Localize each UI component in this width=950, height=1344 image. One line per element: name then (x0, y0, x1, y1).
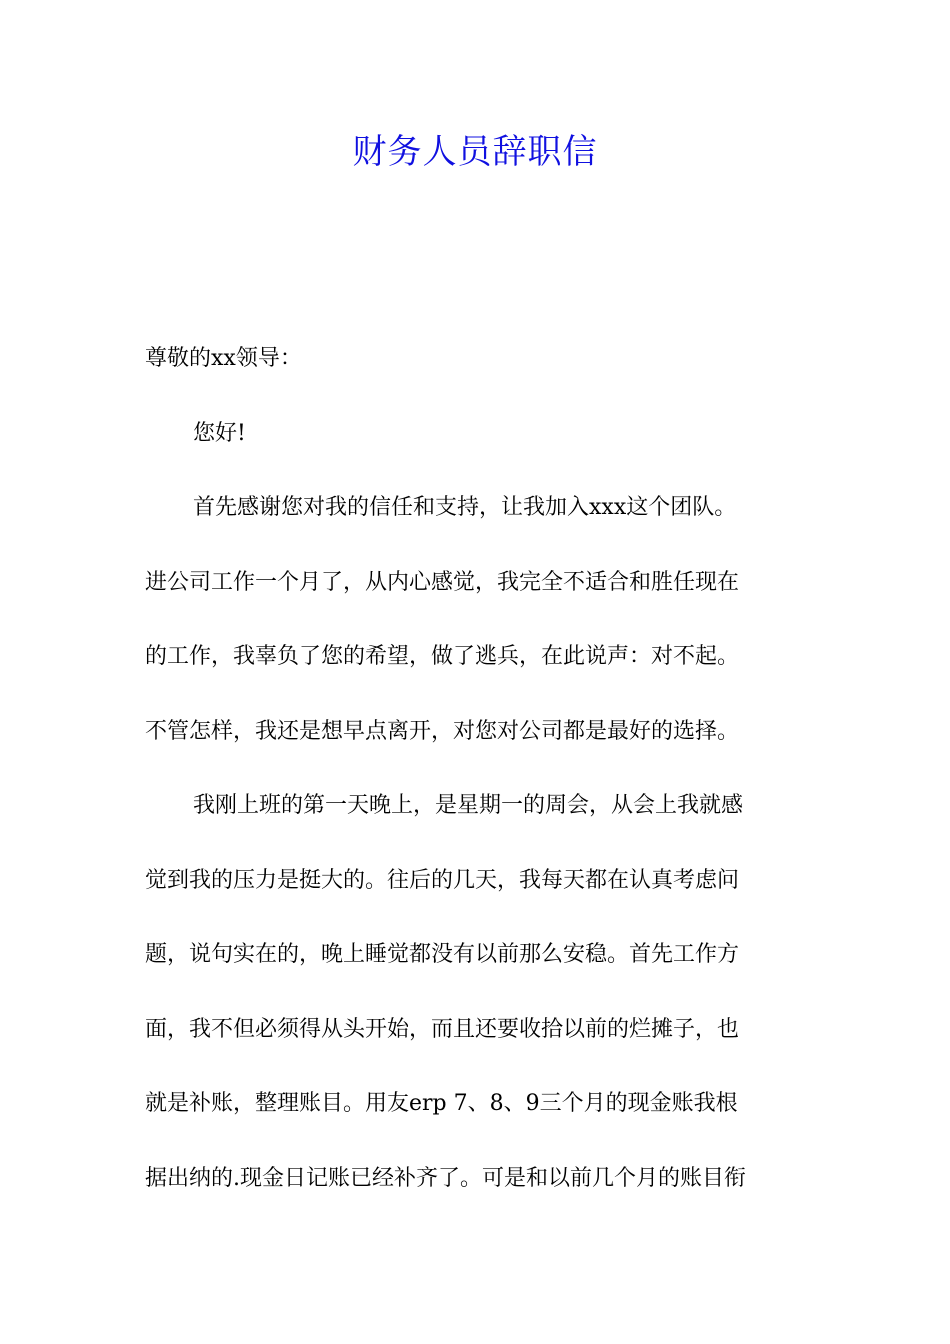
letter-body (145, 340, 810, 1234)
document-title: 财务人员辞职信 (352, 132, 598, 172)
paragraph-line: 进公司工作一个月了，从内心感觉，我完全不适合和胜任现在 (145, 569, 740, 595)
paragraph-line: 据出纳的.现金日记账已经补齐了。可是和以前几个月的账目衔 (145, 1165, 746, 1191)
paragraph-line: 我刚上班的第一天晚上，是星期一的周会，从会上我就感 (193, 793, 744, 818)
paragraph-line: 不管怎样，我还是想早点离开，对您对公司都是最好的选择。 (145, 718, 740, 744)
greeting-line: 您好! (193, 420, 246, 446)
paragraph-line: 就是补账，整理账目。用友erp 7、8、9三个月的现金账我根 (145, 1091, 738, 1116)
paragraph-line: 题，说句实在的，晚上睡觉都没有以前那么安稳。首先工作方 (145, 942, 740, 967)
salutation-line: 尊敬的xx领导： (145, 346, 302, 371)
paragraph-line: 的工作，我辜负了您的希望，做了逃兵，在此说声：对不起。 (145, 644, 740, 669)
paragraph-line: 首先感谢您对我的信任和支持，让我加入xxx这个团队。 (193, 495, 737, 520)
paragraph-line: 觉到我的压力是挺大的。往后的几天，我每天都在认真考虑问 (145, 867, 740, 893)
paragraph-line: 面，我不但必须得从头开始，而且还要收拾以前的烂摊子，也 (145, 1016, 740, 1042)
